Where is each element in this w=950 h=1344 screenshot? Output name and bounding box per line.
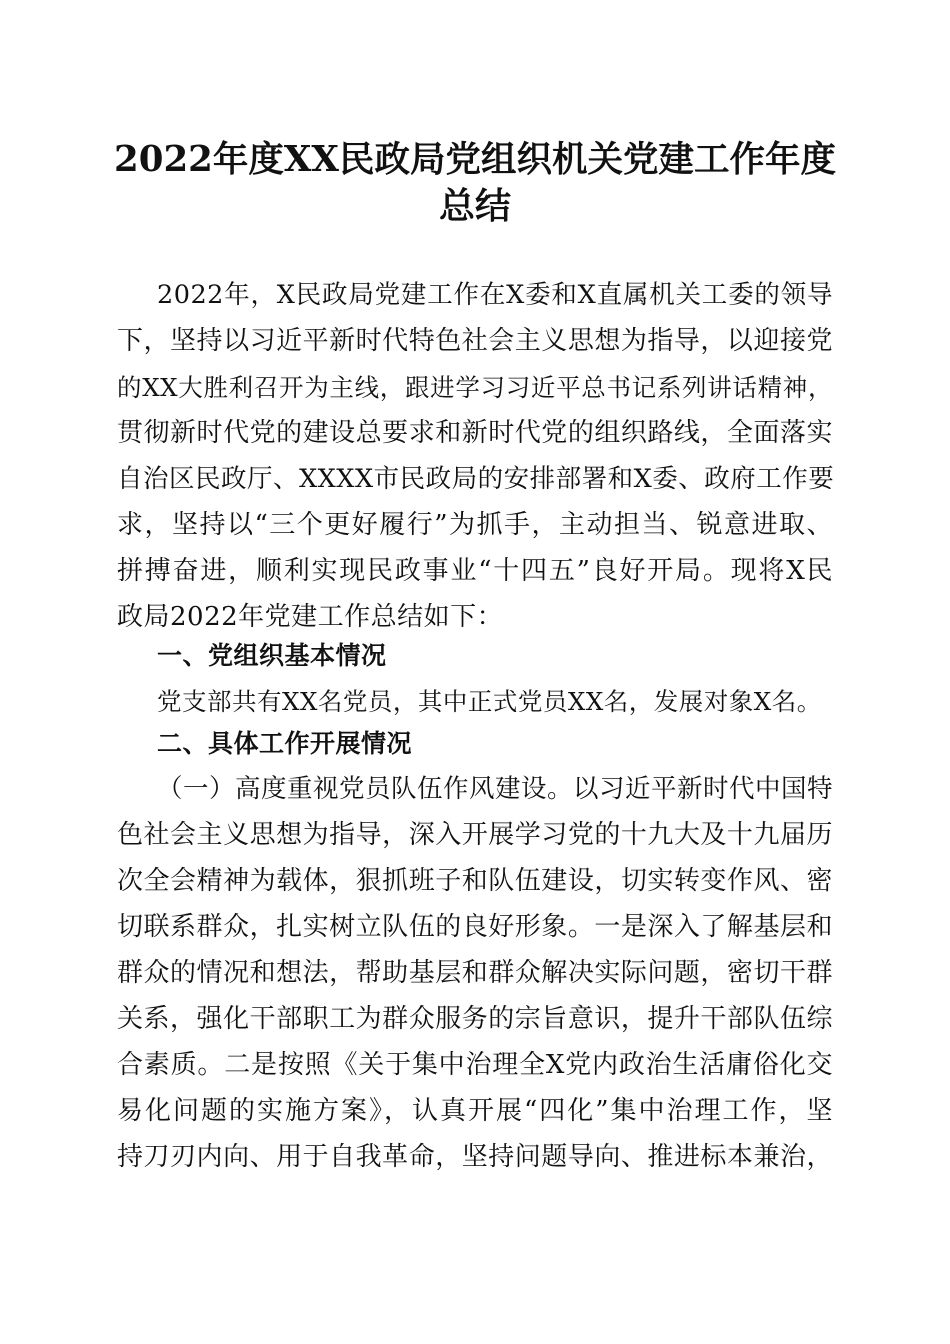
section-2-line-5: 群众的情况和想法，帮助基层和群众解决实际问题，密切干群: [117, 958, 833, 988]
section-2-line-9: 持刀刃内向、用于自我革命，坚持问题导向、推进标本兼治，: [117, 1142, 833, 1172]
section-2-line-8: 易化问题的实施方案》，认真开展“四化”集中治理工作，坚: [117, 1096, 833, 1126]
intro-line-4: 贯彻新时代党的建设总要求和新时代党的组织路线，全面落实: [117, 418, 833, 448]
document-title-line-1: 2022年度XX民政局党组织机关党建工作年度: [114, 139, 836, 180]
intro-line-1: 2022年，X民政局党建工作在X委和X直属机关工委的领导: [157, 280, 833, 310]
section-2-line-6: 关系，强化干部职工为群众服务的宗旨意识，提升干部队伍综: [117, 1004, 833, 1034]
section-2-line-7: 合素质。二是按照《关于集中治理全X党内政治生活庸俗化交: [117, 1050, 833, 1080]
section-1-line: 党支部共有XX名党员，其中正式党员XX名，发展对象X名。: [157, 687, 822, 716]
document-title-line-2: 总结: [438, 185, 511, 227]
section-2-line-3: 次全会精神为载体，狠抓班子和队伍建设，切实转变作风、密: [117, 866, 833, 896]
intro-line-6: 求，坚持以“三个更好履行”为抓手，主动担当、锐意进取、: [117, 510, 833, 540]
intro-line-7: 拼搏奋进，顺利实现民政事业“十四五”良好开局。现将X民: [117, 556, 833, 586]
intro-line-3: 的XX大胜利召开为主线，跟进学习习近平总书记系列讲话精神，: [117, 373, 833, 402]
intro-line-2: 下，坚持以习近平新时代特色社会主义思想为指导，以迎接党: [117, 326, 833, 356]
section-2-line-1: （一）高度重视党员队伍作风建设。以习近平新时代中国特: [157, 774, 834, 804]
section-2-line-4: 切联系群众，扎实树立队伍的良好形象。一是深入了解基层和: [117, 912, 833, 942]
section-1-heading: 一、党组织基本情况: [157, 641, 387, 670]
section-2-line-2: 色社会主义思想为指导，深入开展学习党的十九大及十九届历: [117, 820, 833, 850]
section-2-heading: 二、具体工作开展情况: [157, 729, 413, 758]
intro-line-8: 政局2022年党建工作总结如下：: [117, 602, 504, 632]
intro-line-5: 自治区民政厅、XXXX市民政局的安排部署和X委、政府工作要: [117, 464, 835, 494]
